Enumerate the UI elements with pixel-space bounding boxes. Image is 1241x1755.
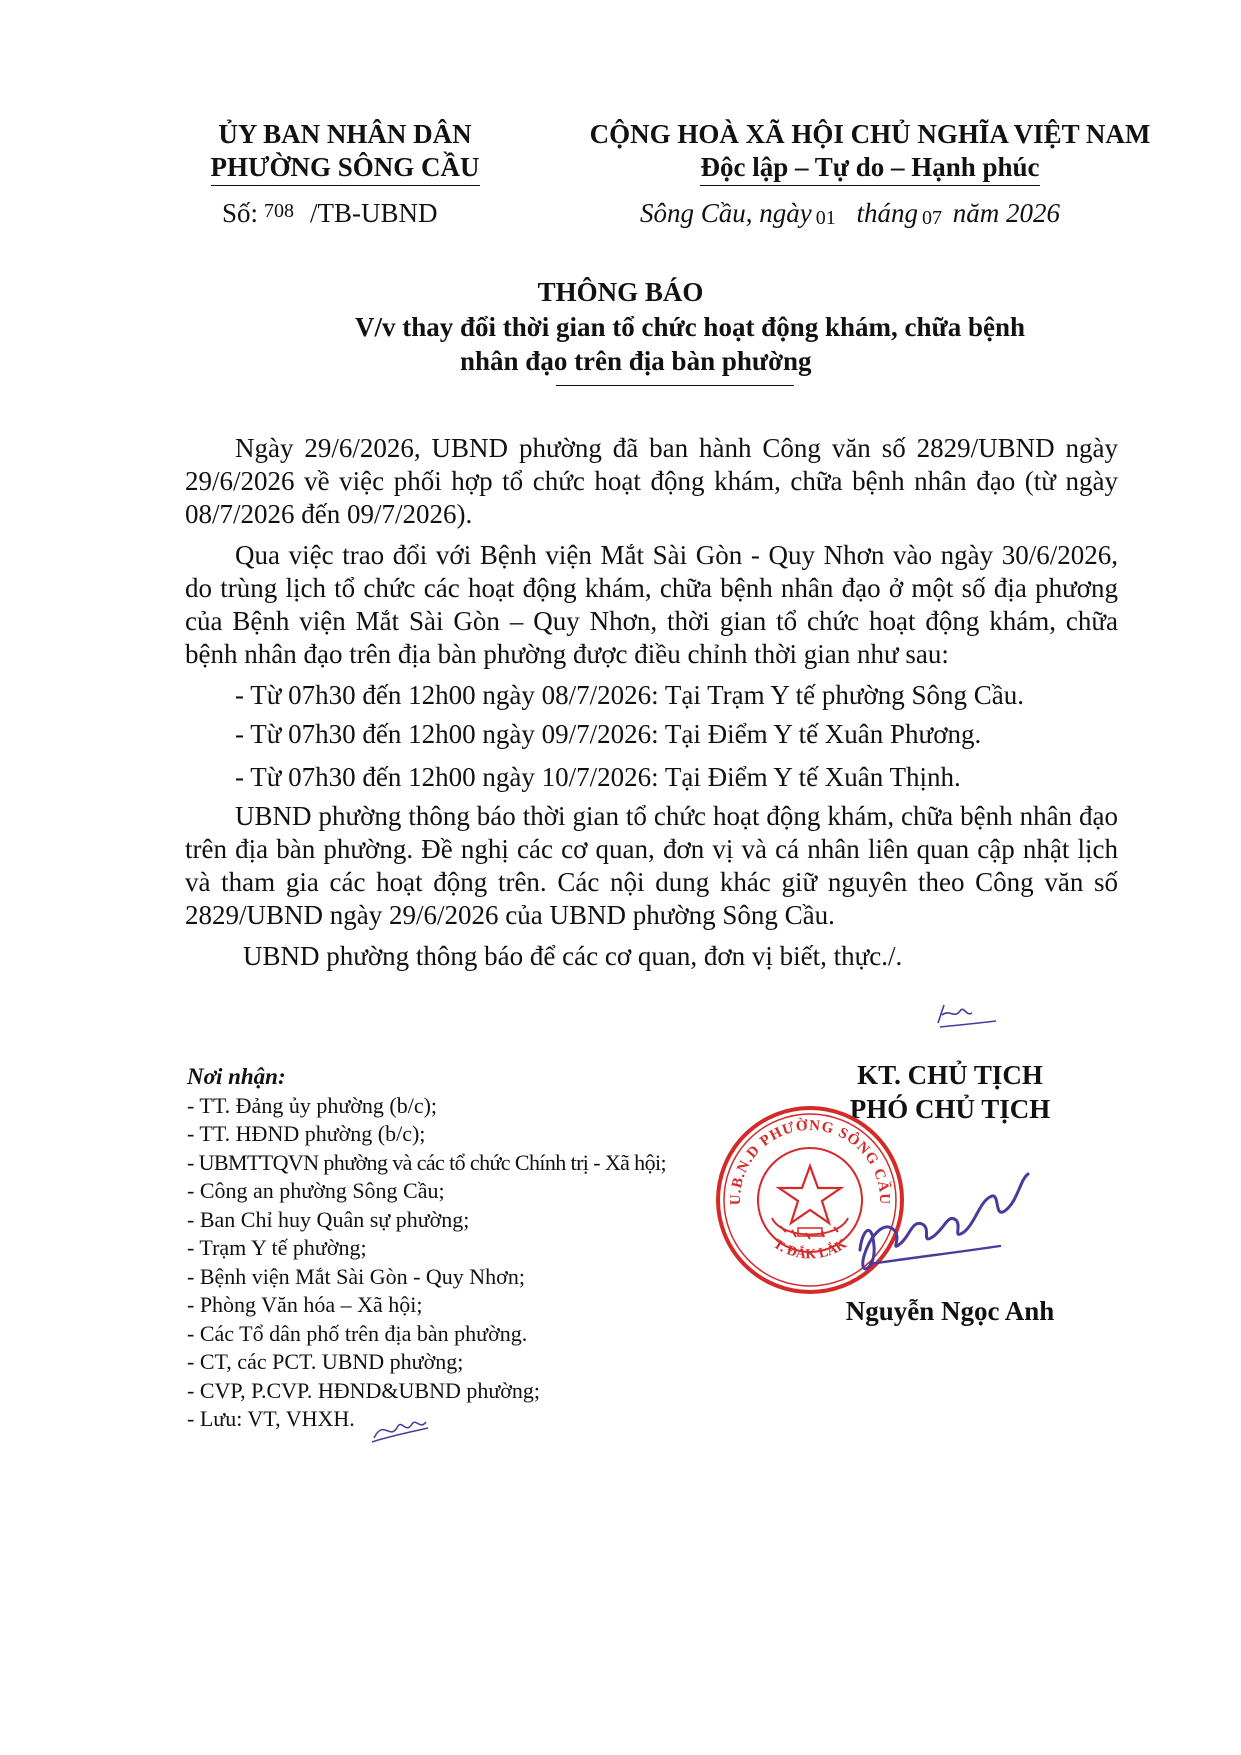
recipient-item: - Công an phường Sông Cầu;: [187, 1178, 445, 1203]
signer-role-line2: PHÓ CHỦ TỊCH: [849, 1094, 1051, 1124]
paragraph-3: UBND phường thông báo thời gian tổ chức hoạt động khám, chữa bệnh nhân đạo trên địa bàn phường. Đề nghị các cơ quan, đơn vị và cá nhân liên quan cập nhật lịch và tham gia các hoạt động trên. Các nội dung khác giữ nguyên theo Công văn số 2829/UBND ngày 29/6/2026 của UBND phường Sông Cầu.: [185, 801, 1118, 930]
issuing-authority: [185, 118, 505, 186]
date-month: 07: [922, 207, 943, 229]
document-subject-line1: V/v thay đổi thời gian tổ chức hoạt động khám, chữa bệnh: [355, 312, 1025, 342]
recipient-heading: Nơi nhận:: [187, 1064, 286, 1089]
national-motto: Độc lập – Tự do – Hạnh phúc: [700, 151, 1039, 186]
so-suffix: /TB-UBND: [310, 198, 438, 228]
svg-text:T. ĐẮK LẮK: T. ĐẮK LẮK: [770, 1236, 850, 1263]
signer-name: Nguyễn Ngọc Anh: [845, 1296, 1055, 1326]
paragraph-1: Ngày 29/6/2026, UBND phường đã ban hành Công văn số 2829/UBND ngày 29/6/2026 về việc phối hợp tổ chức hoạt động khám, chữa bệnh nhân đạo (từ ngày 08/7/2026 đến 09/7/2026).: [185, 433, 1118, 529]
recipient-item: - TT. Đảng ủy phường (b/c);: [187, 1092, 438, 1118]
date-month-label: tháng: [856, 198, 919, 228]
recipient-list: [187, 1063, 666, 1434]
schedule-item-2: - Từ 07h30 đến 12h00 ngày 09/7/2026: Tại Điểm Y tế Xuân Phương.: [235, 719, 982, 749]
recipient-item: - Ban Chỉ huy Quân sự phường;: [187, 1206, 470, 1232]
initial-mark-icon: [930, 995, 1000, 1033]
document-number: [222, 198, 438, 229]
authority-line1: ỦY BAN NHÂN DÂN: [218, 119, 472, 149]
so-label: Số:: [222, 198, 259, 228]
recipient-item: - Bệnh viện Mắt Sài Gòn - Quy Nhơn;: [187, 1263, 525, 1289]
handwritten-signature-icon: [850, 1160, 1050, 1290]
recipient-item: - Lưu: VT, VHXH.: [187, 1406, 355, 1431]
recipient-item: - TT. HĐND phường (b/c);: [187, 1121, 426, 1146]
document-body: [185, 432, 1118, 981]
authority-line2: PHƯỜNG SÔNG CẦU: [211, 151, 480, 186]
date-day: 01: [815, 207, 836, 229]
date-place: Sông Cầu, ngày: [640, 198, 812, 228]
recipient-item: - CVP, P.CVP. HĐND&UBND phường;: [187, 1377, 541, 1403]
document-subject-line2: nhân đạo trên địa bàn phường: [460, 346, 812, 376]
paragraph-2: Qua việc trao đổi với Bệnh viện Mắt Sài Gòn - Quy Nhơn vào ngày 30/6/2026, do trùng lịch tổ chức các hoạt động khám, chữa bệnh nhân đạo ở một số địa phương của Bệnh viện Mắt Sài Gòn – Quy Nhơn, thời gian tổ chức hoạt động khám, chữa bệnh nhân đạo trên địa bàn phường được điều chỉnh thời gian như sau:: [185, 540, 1118, 669]
date-year: năm 2026: [952, 198, 1061, 228]
archive-initial-icon: [370, 1408, 430, 1446]
recipient-item: - Các Tổ dân phố trên địa bàn phường.: [187, 1320, 528, 1346]
recipient-item: - UBMTTQVN phường và các tổ chức Chính trị - Xã hội;: [187, 1149, 667, 1175]
schedule-item-3: - Từ 07h30 đến 12h00 ngày 10/7/2026: Tại Điểm Y tế Xuân Thịnh.: [235, 762, 961, 792]
so-number: 708: [264, 200, 295, 222]
schedule-item-1: - Từ 07h30 đến 12h00 ngày 08/7/2026: Tại Trạm Y tế phường Sông Cầu.: [235, 680, 1025, 710]
title-divider: [556, 385, 794, 386]
recipient-item: - Phòng Văn hóa – Xã hội;: [187, 1292, 423, 1317]
document-date: [640, 198, 1060, 229]
nation-name: CỘNG HOÀ XÃ HỘI CHỦ NGHĨA VIỆT NAM: [589, 119, 1151, 149]
national-header: [585, 118, 1155, 186]
recipient-item: - Trạm Y tế phường;: [187, 1235, 367, 1260]
svg-text:U.B.N.D PHƯỜNG SÔNG CẦU: U.B.N.D PHƯỜNG SÔNG CẦU: [727, 1117, 893, 1206]
recipient-item: - CT, các PCT. UBND phường;: [187, 1349, 464, 1374]
closing-line: UBND phường thông báo để các cơ quan, đơn vị biết, thực./.: [243, 941, 903, 971]
signer-role-line1: KT. CHỦ TỊCH: [857, 1060, 1043, 1090]
document-title: THÔNG BÁO: [537, 277, 704, 307]
